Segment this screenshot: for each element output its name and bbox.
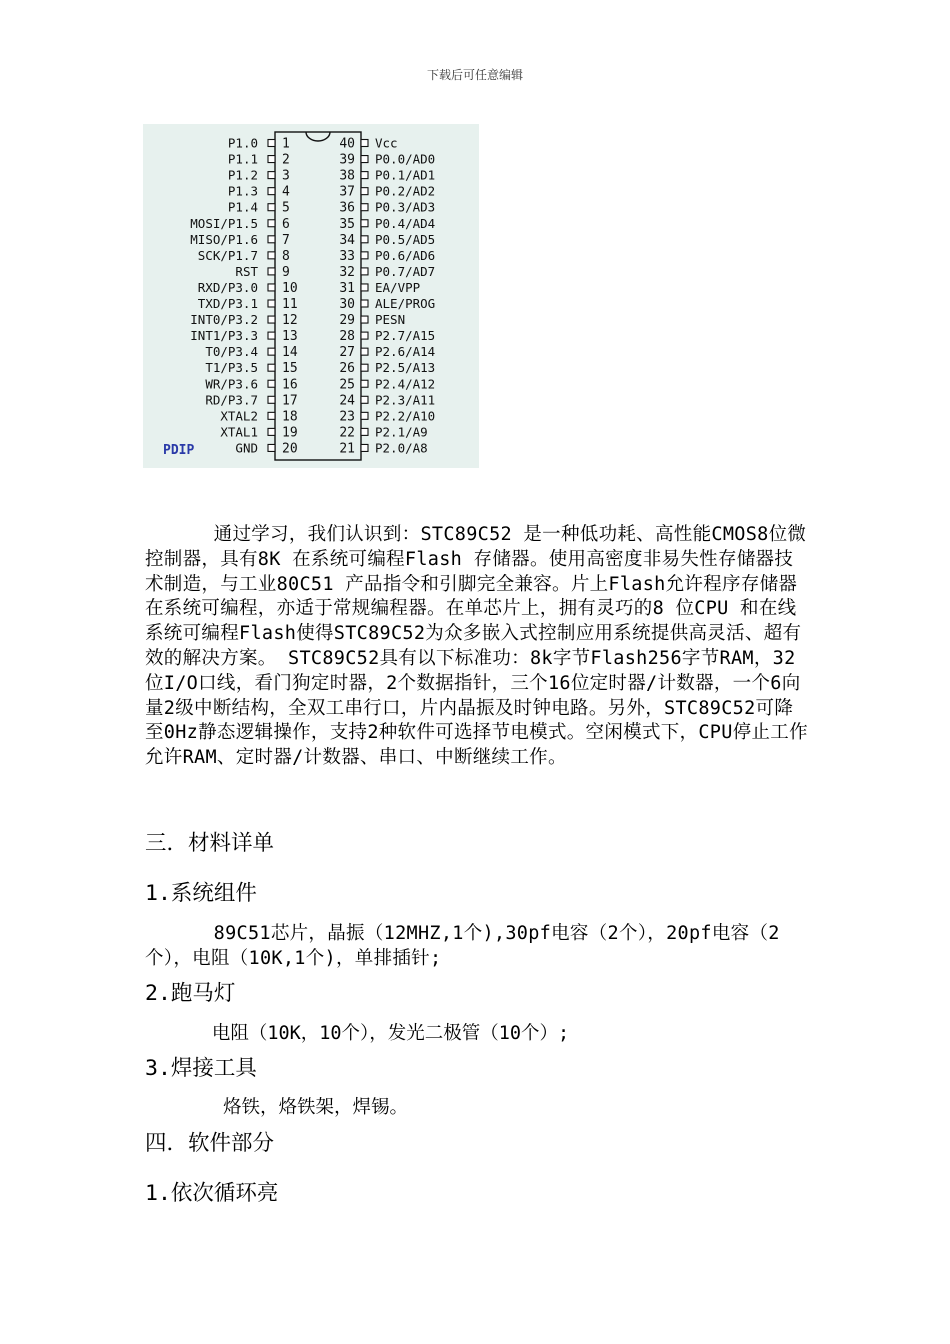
right-pin-39 (361, 156, 368, 163)
pin-label-28: P2.7/A15 (375, 328, 436, 344)
pin-number-22: 22 (339, 425, 355, 441)
right-pin-22 (361, 428, 368, 435)
pin-number-11: 11 (282, 297, 298, 312)
pin-label-27: P2.6/A14 (375, 344, 436, 360)
section-4-1-heading: 1.依次循环亮 (145, 1181, 279, 1206)
pin-number-33: 33 (339, 248, 355, 264)
section-3-1-heading: 1.系统组件 (145, 881, 257, 906)
left-pin-12 (268, 316, 275, 323)
right-pin-25 (361, 380, 368, 387)
left-pin-18 (268, 412, 275, 419)
pin-label-24: P2.3/A11 (375, 392, 436, 408)
right-pin-34 (361, 236, 368, 243)
pin-number-24: 24 (339, 393, 355, 409)
pin-label-8: SCK/P1.7 (197, 247, 258, 263)
pin-label-17: RD/P3.7 (205, 392, 258, 408)
pin-label-33: P0.6/AD6 (375, 247, 436, 263)
left-pin-3 (268, 172, 275, 179)
section-3-2-text: 电阻（10K，10个），发光二极管（10个）; (145, 1023, 570, 1044)
pin-label-37: P0.2/AD2 (375, 183, 436, 199)
pin-number-32: 32 (339, 264, 355, 280)
pin-number-27: 27 (339, 345, 355, 361)
pin-label-26: P2.5/A13 (375, 360, 436, 376)
pin-label-31: EA/VPP (375, 279, 421, 295)
pin-number-8: 8 (282, 248, 290, 264)
pin-number-2: 2 (282, 152, 290, 168)
pin-label-11: TXD/P3.1 (197, 296, 258, 311)
left-pin-15 (268, 364, 275, 371)
pin-number-39: 39 (339, 152, 355, 168)
header-note: 下载后可任意编辑 (426, 68, 523, 82)
pin-number-23: 23 (339, 409, 355, 425)
pin-label-23: P2.2/A10 (375, 408, 436, 424)
left-pin-20 (268, 444, 275, 451)
pin-number-35: 35 (339, 216, 355, 232)
pin-number-36: 36 (339, 200, 355, 216)
intro-paragraph: 通过学习，我们认识到：STC89C52 是一种低功耗、高性能CMOS8位微控制器，具有8K 在系统可编程Flash 存储器。使用高密度非易失性存储器技术制造，与工业80C51 产品指令和引脚完全兼容。片上Flash允许程序存储器在系统可编程，亦适于常规编程器。在单芯片上，拥有灵巧的8 位CPU 和在线系统可编程Flash使得STC89C52为众多嵌入式控制应用系统提供高灵活、超有效的解决方案。 STC89C52具有以下标准功：8k字节Flash256字节RAM，32位I/O口线，看门狗定时器，2个数据指针，三个16位定时器/计数器，一个6向量2级中断结构，全双工串行口，片内晶振及时钟电路。另外，STC89C52可降至0Hz静态逻辑操作，支持2种软件可选择节电模式。空闲模式下，CPU停止工作允许RAM、定时器/计数器、串口、中断继续工作。 (145, 524, 808, 769)
pin-label-19: XTAL1 (220, 424, 258, 440)
pin-label-9: RST (235, 263, 258, 279)
left-pin-4 (268, 188, 275, 195)
left-pin-19 (268, 428, 275, 435)
right-pin-21 (361, 444, 368, 451)
pin-label-16: WR/P3.6 (205, 376, 258, 392)
pin-number-12: 12 (282, 313, 298, 329)
pin-number-15: 15 (282, 361, 298, 377)
section-4-heading: 四．软件部分 (145, 1131, 275, 1156)
right-pin-31 (361, 284, 368, 291)
pin-number-6: 6 (282, 216, 290, 232)
left-pin-7 (268, 236, 275, 243)
pin-label-14: T0/P3.4 (205, 344, 258, 360)
pin-number-28: 28 (339, 329, 355, 345)
left-pin-14 (268, 348, 275, 355)
pin-number-7: 7 (282, 232, 290, 248)
right-pin-30 (361, 300, 368, 307)
section-3-2-heading: 2.跑马灯 (145, 981, 236, 1006)
pin-label-39: P0.0/AD0 (375, 151, 436, 167)
left-pin-11 (268, 300, 275, 307)
right-pin-23 (361, 412, 368, 419)
pinout-diagram (143, 124, 479, 468)
left-pin-8 (268, 252, 275, 259)
pin-number-21: 21 (339, 441, 355, 457)
right-pin-36 (361, 204, 368, 211)
pin-number-17: 17 (282, 393, 298, 409)
pin-label-10: RXD/P3.0 (197, 279, 258, 295)
pin-label-15: T1/P3.5 (205, 360, 258, 376)
pin-label-34: P0.5/AD5 (375, 231, 436, 247)
pin-number-26: 26 (339, 361, 355, 377)
left-pin-10 (268, 284, 275, 291)
right-pin-37 (361, 188, 368, 195)
pin-label-32: P0.7/AD7 (375, 263, 436, 279)
right-pin-28 (361, 332, 368, 339)
left-pin-16 (268, 380, 275, 387)
pin-number-16: 16 (282, 377, 298, 393)
left-pin-1 (268, 140, 275, 147)
section-3-heading: 三．材料详单 (145, 831, 275, 856)
right-pin-38 (361, 172, 368, 179)
left-pin-2 (268, 156, 275, 163)
right-pin-26 (361, 364, 368, 371)
section-3-1-text: 89C51芯片，晶振（12MHZ,1个),30pf电容（2个），20pf电容（2个），电阻（10K,1个)，单排插针; (145, 923, 780, 969)
pin-number-4: 4 (282, 184, 290, 200)
pin-number-9: 9 (282, 264, 290, 280)
pin-number-1: 1 (282, 136, 290, 152)
pin-label-4: P1.3 (227, 183, 258, 199)
pin-label-38: P0.1/AD1 (375, 167, 436, 183)
pin-number-38: 38 (339, 168, 355, 184)
pin-number-37: 37 (339, 184, 355, 200)
right-pin-32 (361, 268, 368, 275)
pin-label-22: P2.1/A9 (375, 424, 428, 440)
pin-label-36: P0.3/AD3 (375, 199, 436, 215)
pin-number-20: 20 (282, 441, 298, 457)
pin-label-40: Vcc (375, 135, 398, 151)
pin-label-18: XTAL2 (220, 408, 258, 424)
pin-number-10: 10 (282, 280, 298, 296)
pin-number-31: 31 (339, 280, 355, 296)
pin-number-30: 30 (339, 297, 355, 312)
pin-label-6: MOSI/P1.5 (190, 215, 258, 231)
left-pin-13 (268, 332, 275, 339)
left-pin-5 (268, 204, 275, 211)
pin-number-25: 25 (339, 377, 355, 393)
right-pin-29 (361, 316, 368, 323)
pin-label-5: P1.4 (227, 199, 258, 215)
pin-label-12: INT0/P3.2 (190, 312, 258, 328)
pin-label-21: P2.0/A8 (375, 440, 428, 456)
left-pin-9 (268, 268, 275, 275)
pin-number-34: 34 (339, 232, 355, 248)
right-pin-27 (361, 348, 368, 355)
pin-label-20: GND (235, 440, 258, 456)
pin-number-13: 13 (282, 329, 298, 345)
right-pin-33 (361, 252, 368, 259)
pin-number-29: 29 (339, 313, 355, 329)
pin-label-2: P1.1 (227, 151, 258, 167)
left-pin-17 (268, 396, 275, 403)
pin-label-30: ALE/PROG (375, 296, 436, 311)
chip-pinout-figure (143, 124, 479, 468)
pin-label-35: P0.4/AD4 (375, 215, 436, 231)
pin-label-3: P1.2 (227, 167, 258, 183)
pin-label-25: P2.4/A12 (375, 376, 436, 392)
right-pin-40 (361, 140, 368, 147)
section-3-3-heading: 3.焊接工具 (145, 1056, 257, 1081)
pin-number-5: 5 (282, 200, 290, 216)
left-pin-6 (268, 220, 275, 227)
pin-number-40: 40 (339, 136, 355, 152)
right-pin-35 (361, 220, 368, 227)
pin-label-13: INT1/P3.3 (190, 328, 258, 344)
section-3-3-text: 烙铁，烙铁架，焊锡。 (145, 1097, 408, 1118)
pin-label-29: PESN (375, 312, 406, 328)
right-pin-24 (361, 396, 368, 403)
package-label: PDIP (163, 443, 195, 458)
pin-number-3: 3 (282, 168, 290, 184)
pin-number-18: 18 (282, 409, 298, 425)
pin-label-7: MISO/P1.6 (190, 231, 258, 247)
pin-label-1: P1.0 (227, 135, 258, 151)
pin-number-14: 14 (282, 345, 298, 361)
pin-number-19: 19 (282, 425, 298, 441)
